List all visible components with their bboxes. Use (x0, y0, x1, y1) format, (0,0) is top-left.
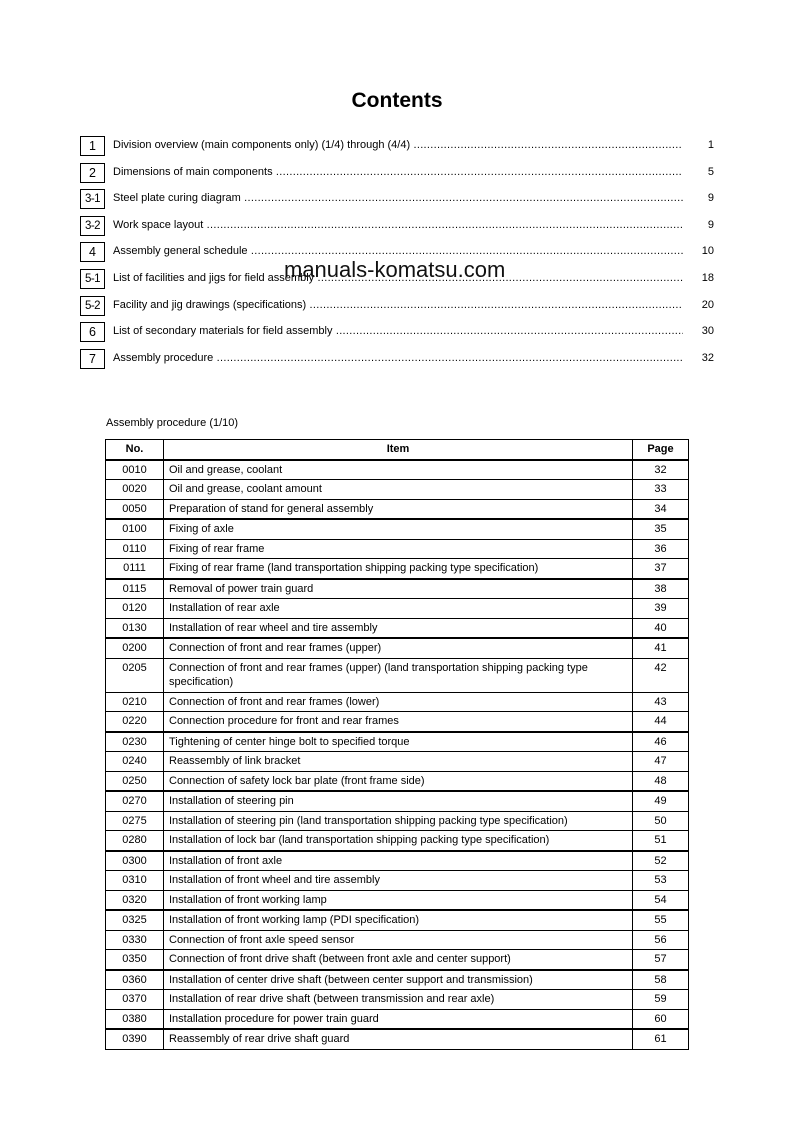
row-number: 0330 (106, 930, 164, 950)
row-page: 33 (633, 480, 689, 500)
table-caption: Assembly procedure (1/10) (106, 417, 239, 429)
table-row (106, 559, 689, 579)
row-item: Installation of steering pin (land transportation shipping packing type specification) (164, 811, 633, 831)
row-item: Installation of rear wheel and tire assembly (164, 618, 633, 638)
table-row (106, 519, 689, 539)
row-page: 42 (633, 658, 689, 692)
row-page: 47 (633, 752, 689, 772)
toc-entry[interactable] (80, 296, 714, 323)
toc-label: Facility and jig drawings (specifications) ..... (113, 299, 683, 311)
header-item: Item (164, 440, 633, 460)
toc-page-number: 10 (698, 245, 714, 257)
row-item: Preparation of stand for general assembly (164, 499, 633, 519)
table-row (106, 811, 689, 831)
row-item: Reassembly of rear drive shaft guard (164, 1029, 633, 1049)
row-page: 57 (633, 950, 689, 970)
table-row (106, 499, 689, 519)
row-page: 39 (633, 599, 689, 619)
row-page: 44 (633, 712, 689, 732)
row-page: 43 (633, 692, 689, 712)
table-row (106, 1009, 689, 1029)
row-page: 54 (633, 890, 689, 910)
row-item: Installation of center drive shaft (between center support and transmission) (164, 970, 633, 990)
row-number: 0130 (106, 618, 164, 638)
row-page: 55 (633, 910, 689, 930)
toc-label: List of facilities and jigs for field assembly ..... (113, 272, 683, 284)
row-number: 0115 (106, 579, 164, 599)
table-row (106, 930, 689, 950)
row-page: 50 (633, 811, 689, 831)
toc-entry[interactable] (80, 216, 714, 243)
toc-section-number: 3-2 (80, 216, 105, 236)
toc-entry[interactable] (80, 349, 714, 376)
table-row (106, 910, 689, 930)
toc-label: Work space layout ..... (113, 219, 683, 231)
row-item: Connection of front and rear frames (upper) (164, 638, 633, 658)
row-page: 60 (633, 1009, 689, 1029)
row-number: 0200 (106, 638, 164, 658)
row-page: 36 (633, 539, 689, 559)
row-number: 0350 (106, 950, 164, 970)
toc-section-number: 1 (80, 136, 105, 156)
toc-entry[interactable] (80, 163, 714, 190)
row-number: 0310 (106, 871, 164, 891)
header-no: No. (106, 440, 164, 460)
row-number: 0110 (106, 539, 164, 559)
row-page: 40 (633, 618, 689, 638)
toc-section-number: 4 (80, 242, 105, 262)
toc-page-number: 5 (704, 166, 714, 178)
row-page: 61 (633, 1029, 689, 1049)
row-item: Fixing of rear frame (land transportation shipping packing type specification) (164, 559, 633, 579)
row-number: 0220 (106, 712, 164, 732)
row-page: 32 (633, 460, 689, 480)
row-number: 0250 (106, 771, 164, 791)
toc-label: List of secondary materials for field assembly ..... (113, 325, 683, 337)
row-page: 38 (633, 579, 689, 599)
toc-entry[interactable] (80, 136, 714, 163)
row-number: 0100 (106, 519, 164, 539)
toc-label: Steel plate curing diagram ..... (113, 192, 683, 204)
toc-entry[interactable] (80, 189, 714, 216)
row-number: 0390 (106, 1029, 164, 1049)
row-number: 0360 (106, 970, 164, 990)
table-row (106, 970, 689, 990)
toc-page-number: 30 (698, 325, 714, 337)
table-row (106, 791, 689, 811)
row-number: 0210 (106, 692, 164, 712)
row-number: 0370 (106, 990, 164, 1010)
toc-section-number: 5-1 (80, 269, 105, 289)
toc-page-number: 1 (704, 139, 714, 151)
table-row (106, 599, 689, 619)
table-row (106, 771, 689, 791)
table-row (106, 890, 689, 910)
row-item: Fixing of axle (164, 519, 633, 539)
table-row (106, 638, 689, 658)
toc-page-number: 32 (698, 352, 714, 364)
row-item: Installation of lock bar (land transportation shipping packing type specification) (164, 831, 633, 851)
row-number: 0120 (106, 599, 164, 619)
row-item: Connection of front and rear frames (lower) (164, 692, 633, 712)
row-number: 0380 (106, 1009, 164, 1029)
row-item: Installation of rear axle (164, 599, 633, 619)
row-item: Fixing of rear frame (164, 539, 633, 559)
row-item: Connection of front axle speed sensor (164, 930, 633, 950)
table-row (106, 950, 689, 970)
row-number: 0280 (106, 831, 164, 851)
row-number: 0320 (106, 890, 164, 910)
table-row (106, 752, 689, 772)
table-row (106, 990, 689, 1010)
row-item: Oil and grease, coolant (164, 460, 633, 480)
row-item: Connection of front and rear frames (upper) (land transportation shipping packing type specification) (164, 658, 633, 692)
table-row (106, 460, 689, 480)
row-number: 0230 (106, 732, 164, 752)
toc-label: Assembly general schedule ..... (113, 245, 683, 257)
row-page: 46 (633, 732, 689, 752)
table-row (106, 732, 689, 752)
row-item: Installation of rear drive shaft (between transmission and rear axle) (164, 990, 633, 1010)
row-page: 35 (633, 519, 689, 539)
row-page: 37 (633, 559, 689, 579)
table-row (106, 871, 689, 891)
row-item: Connection procedure for front and rear frames (164, 712, 633, 732)
row-item: Oil and grease, coolant amount (164, 480, 633, 500)
row-number: 0050 (106, 499, 164, 519)
table-row (106, 831, 689, 851)
row-number: 0270 (106, 791, 164, 811)
row-page: 41 (633, 638, 689, 658)
page-title: Contents (351, 89, 443, 112)
row-item: Connection of safety lock bar plate (front frame side) (164, 771, 633, 791)
row-item: Installation of front wheel and tire assembly (164, 871, 633, 891)
toc-page-number: 20 (698, 299, 714, 311)
toc-entry[interactable] (80, 322, 714, 349)
toc-section-number: 7 (80, 349, 105, 369)
row-item: Installation of front working lamp (PDI specification) (164, 910, 633, 930)
row-number: 0275 (106, 811, 164, 831)
table-row (106, 658, 689, 692)
toc-section-number: 6 (80, 322, 105, 342)
table-row (106, 618, 689, 638)
table-row (106, 692, 689, 712)
row-number: 0240 (106, 752, 164, 772)
toc-label: Division overview (main components only) (1/4) through (4/4) ..... (113, 139, 683, 151)
toc-page-number: 9 (704, 192, 714, 204)
row-number: 0205 (106, 658, 164, 692)
toc-section-number: 3-1 (80, 189, 105, 209)
row-number: 0010 (106, 460, 164, 480)
row-item: Installation of front axle (164, 851, 633, 871)
row-number: 0325 (106, 910, 164, 930)
row-page: 48 (633, 771, 689, 791)
row-item: Tightening of center hinge bolt to specified torque (164, 732, 633, 752)
row-number: 0111 (106, 559, 164, 579)
row-page: 59 (633, 990, 689, 1010)
table-row (106, 539, 689, 559)
toc-section-number: 2 (80, 163, 105, 183)
row-item: Installation of steering pin (164, 791, 633, 811)
row-item: Installation procedure for power train guard (164, 1009, 633, 1029)
toc-label: Dimensions of main components ..... (113, 166, 683, 178)
row-number: 0300 (106, 851, 164, 871)
table-row (106, 579, 689, 599)
table-header-row (106, 440, 689, 460)
toc-page-number: 18 (698, 272, 714, 284)
toc-section-number: 5-2 (80, 296, 105, 316)
watermark: manuals-komatsu.com (284, 257, 506, 282)
header-page: Page (633, 440, 689, 460)
row-page: 56 (633, 930, 689, 950)
toc-page-number: 9 (704, 219, 714, 231)
row-item: Installation of front working lamp (164, 890, 633, 910)
row-item: Removal of power train guard (164, 579, 633, 599)
assembly-procedure-table (105, 439, 689, 1050)
table-of-contents (80, 136, 714, 375)
table-row (106, 1029, 689, 1049)
row-page: 52 (633, 851, 689, 871)
row-item: Reassembly of link bracket (164, 752, 633, 772)
row-page: 34 (633, 499, 689, 519)
row-page: 53 (633, 871, 689, 891)
row-item: Connection of front drive shaft (between front axle and center support) (164, 950, 633, 970)
table-row (106, 851, 689, 871)
row-page: 51 (633, 831, 689, 851)
table-row (106, 712, 689, 732)
row-number: 0020 (106, 480, 164, 500)
toc-label: Assembly procedure ..... (113, 352, 683, 364)
row-page: 49 (633, 791, 689, 811)
row-page: 58 (633, 970, 689, 990)
table-row (106, 480, 689, 500)
